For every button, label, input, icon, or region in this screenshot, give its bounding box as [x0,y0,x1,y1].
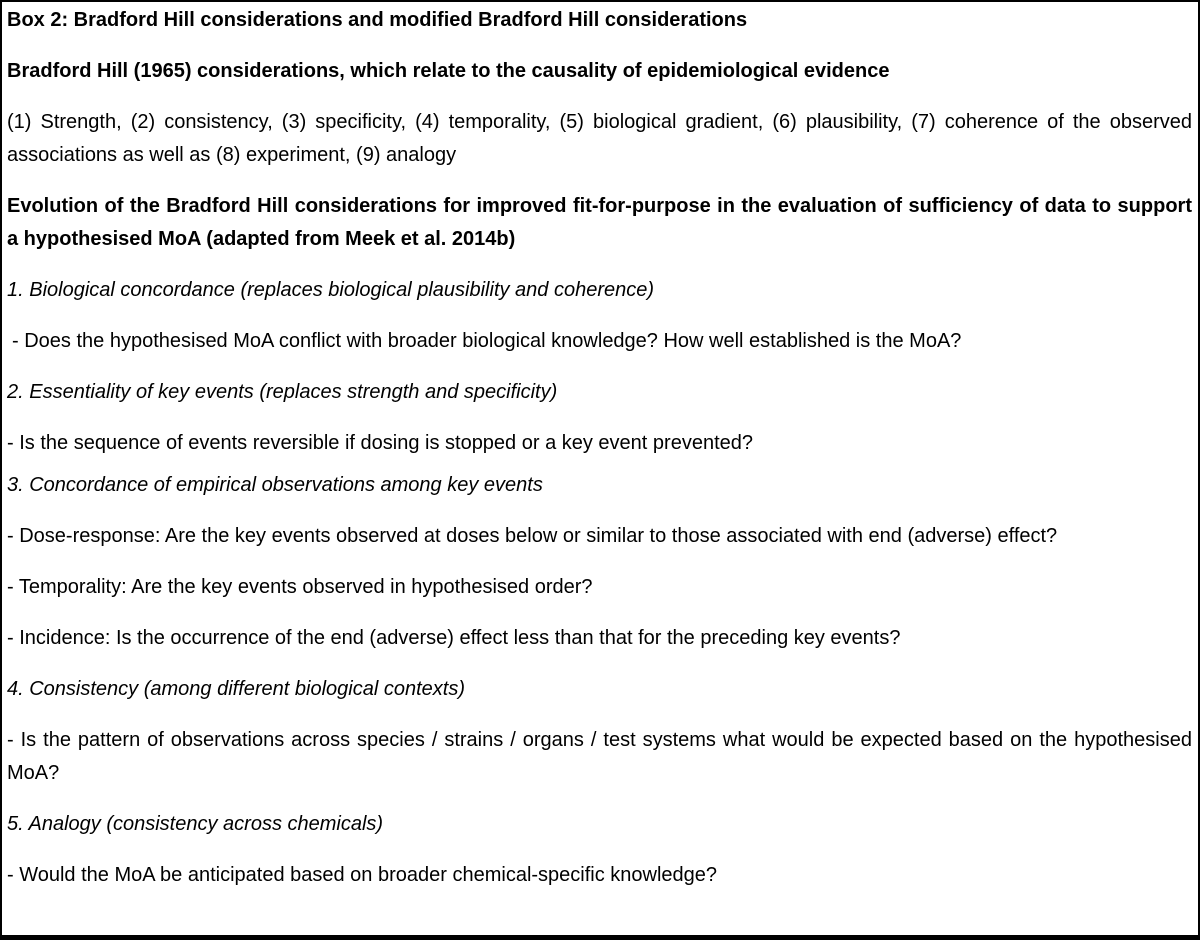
list-item-3-heading: 3. Concordance of empirical observations among key events [7,474,543,496]
section-heading-evolution: Evolution of the Bradford Hill considerations for improved fit-for-purpose in the evaluation of sufficiency of data to support a hypothesised MoA (adapted from Meek et al. 2014b) [7,195,1192,250]
box-title: Box 2: Bradford Hill considerations and modified Bradford Hill considerations [7,9,748,31]
list-item-4-question: - Is the pattern of observations across species / strains / organs / test systems what would be expected based on the hypothesised MoA? [7,729,1192,784]
list-item-4-heading: 4. Consistency (among different biological contexts) [7,678,466,700]
list-item-3-question-temporality: - Temporality: Are the key events observed in hypothesised order? [7,576,593,598]
section-heading-bradford-hill-1965: Bradford Hill (1965) considerations, which relate to the causality of epidemiological evidence [7,60,890,82]
list-item-2-question: - Is the sequence of events reversible if dosing is stopped or a key event prevented? [7,432,753,454]
list-item-5-heading: 5. Analogy (consistency across chemicals) [7,813,384,835]
list-item-1-heading: 1. Biological concordance (replaces biological plausibility and coherence) [7,279,655,301]
list-item-1-question: - Does the hypothesised MoA conflict with broader biological knowledge? How well established is the MoA? [12,330,962,352]
list-item-3-question-dose-response: - Dose-response: Are the key events observed at doses below or similar to those associated with end (adverse) effect? [7,525,1058,547]
list-item-2-heading: 2. Essentiality of key events (replaces strength and specificity) [7,381,558,403]
list-item-3-question-incidence: - Incidence: Is the occurrence of the end (adverse) effect less than that for the preceding key events? [7,627,901,649]
paragraph-original-considerations: (1) Strength, (2) consistency, (3) specificity, (4) temporality, (5) biological gradient, (6) plausibility, (7) coherence of the observed associations as well as (8) experiment, (9) analogy [7,111,1192,166]
list-item-5-question: - Would the MoA be anticipated based on broader chemical-specific knowledge? [7,864,718,886]
